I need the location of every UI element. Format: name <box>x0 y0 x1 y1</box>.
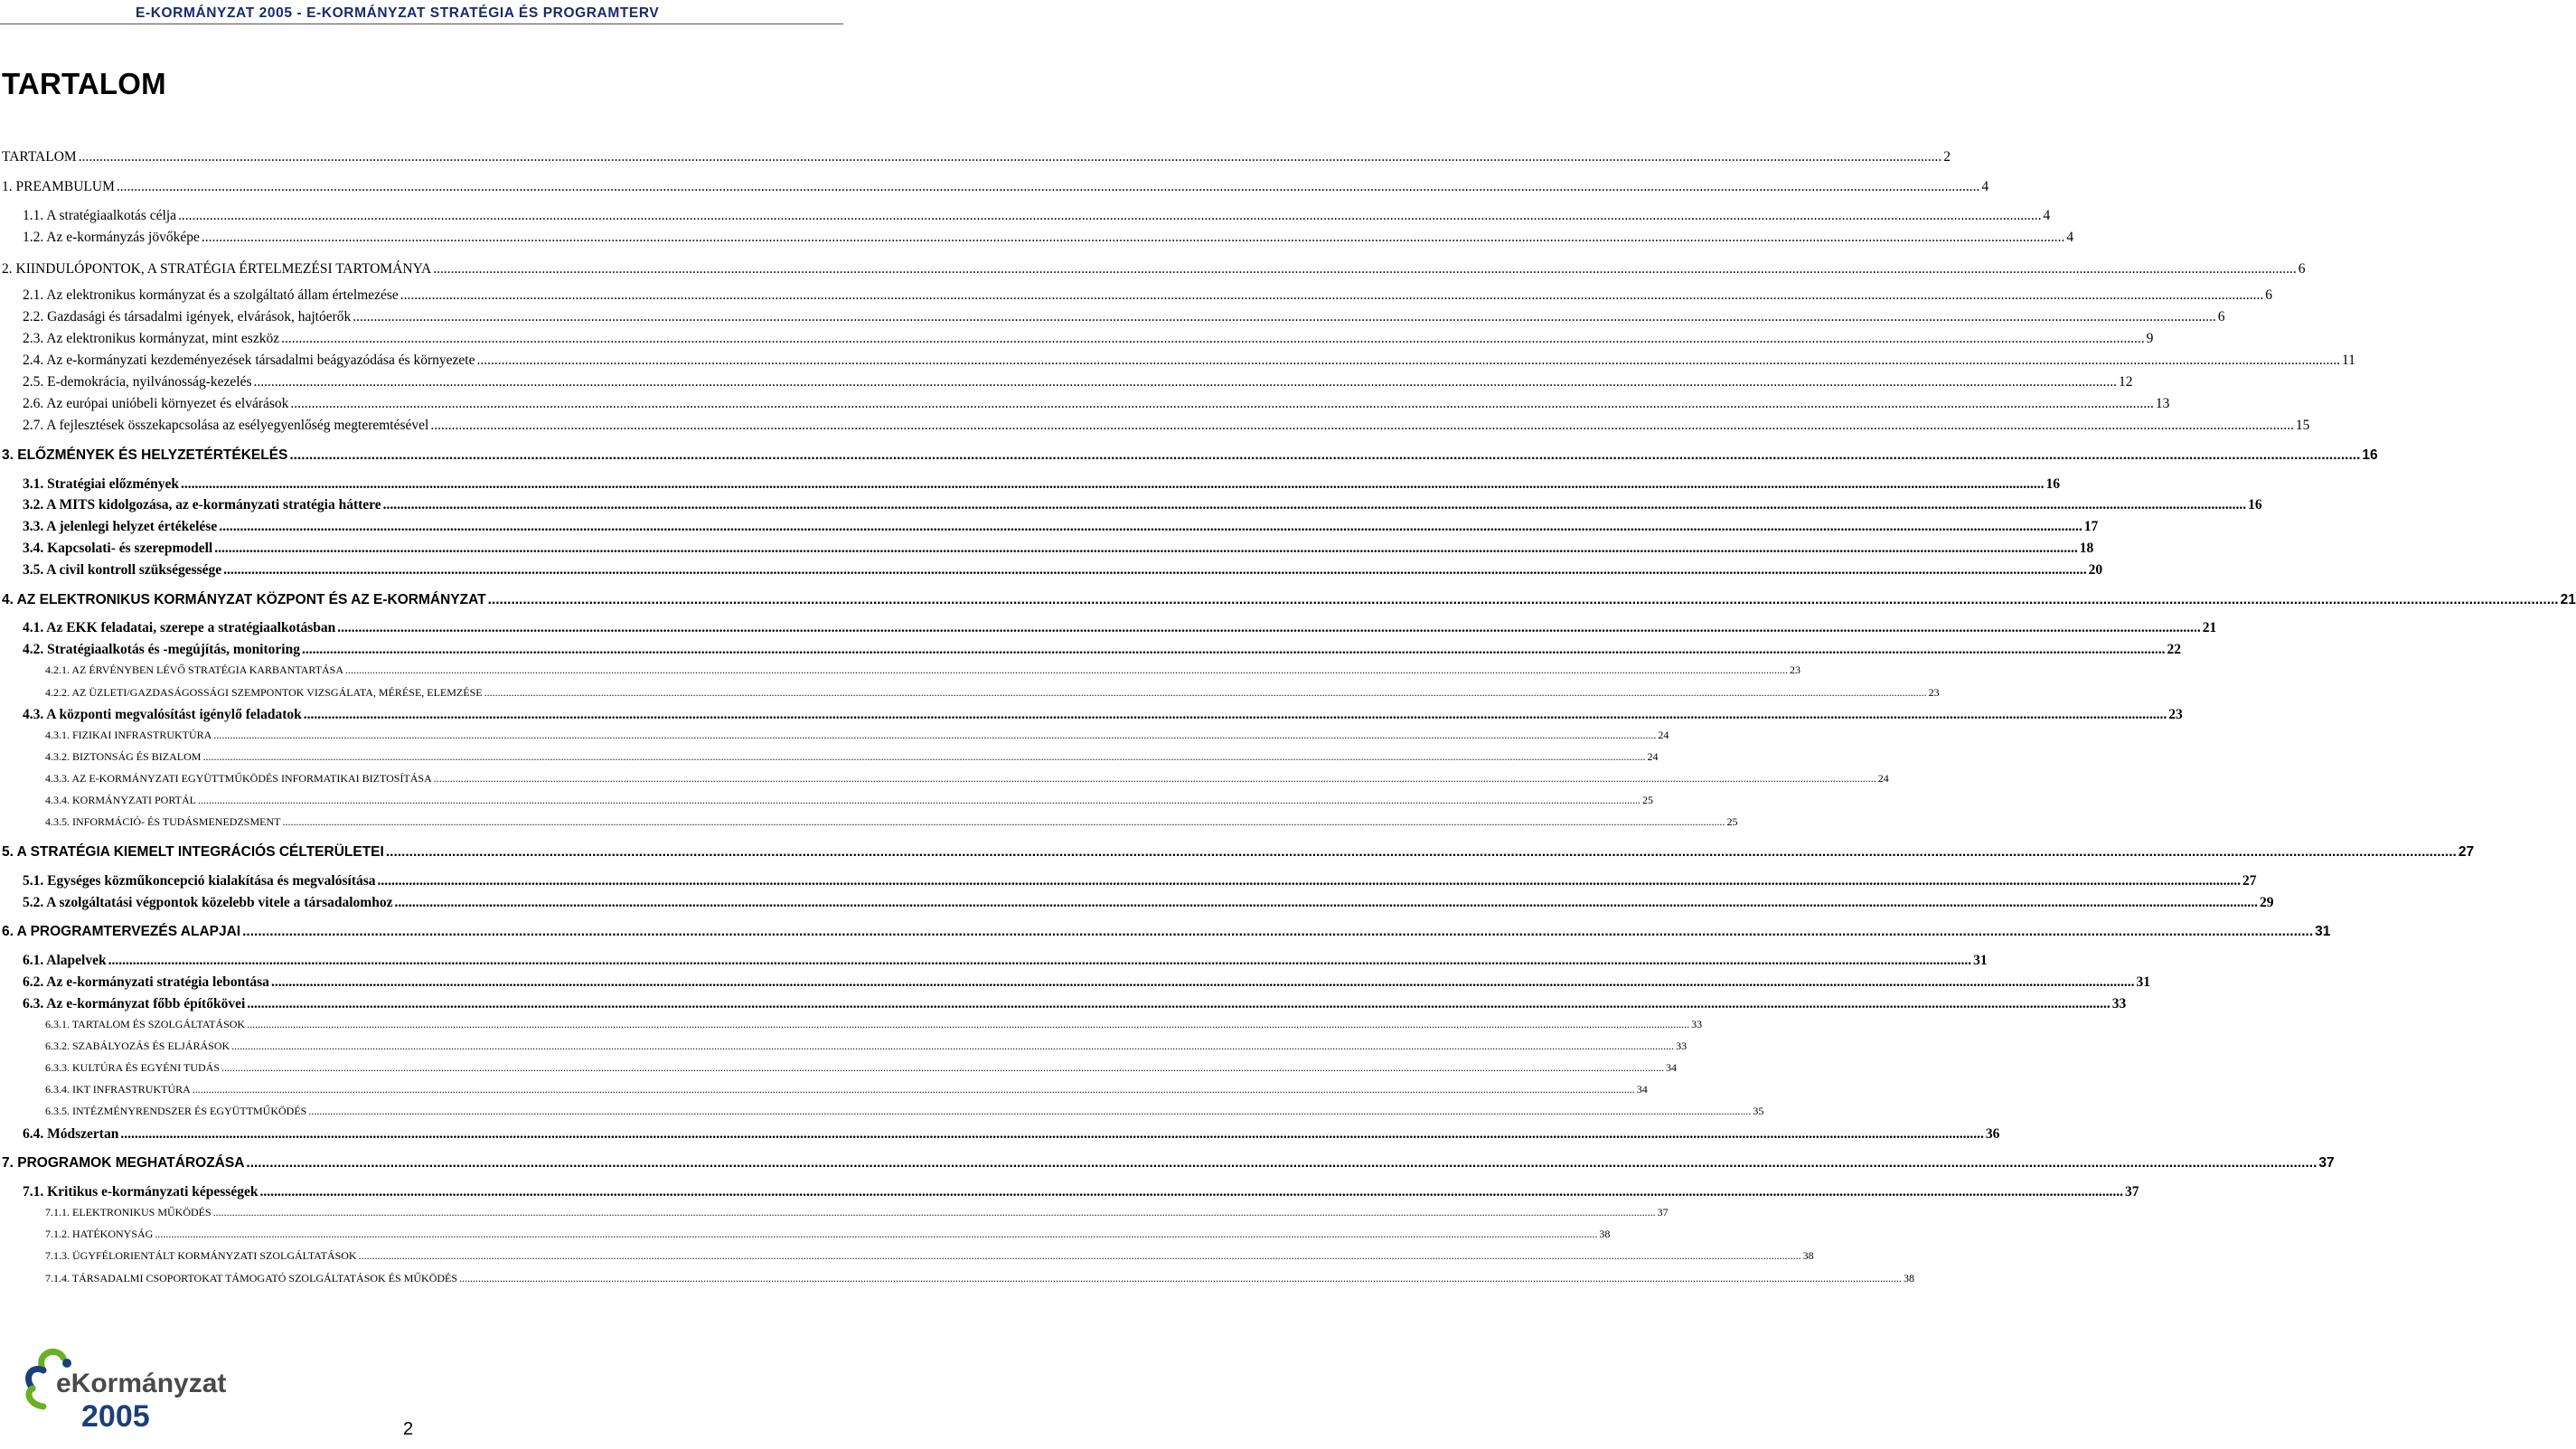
toc-leader-dots <box>213 1206 1656 1219</box>
page-number: 2 <box>403 1419 414 1439</box>
toc-entry-label: 1.1. A stratégiaalkotás célja <box>23 208 177 223</box>
toc-entry-label: 5.1. Egységes közműkoncepció kialakítása és megvalósítása <box>23 873 376 889</box>
toc-entry-page: 33 <box>2111 996 2127 1011</box>
toc-entry[interactable] <box>45 750 1659 765</box>
toc-leader-dots <box>430 418 2294 434</box>
toc-leader-dots <box>337 620 2201 636</box>
toc-entry-label: 7.1.3. ÜGYFÉLORIENTÁLT KORMÁNYZATI SZOLGÁLTATÁSOK <box>45 1249 357 1262</box>
toc-entry[interactable] <box>23 287 2273 306</box>
toc-entry-label: 6.1. Alapelvek <box>23 953 107 968</box>
toc-entry[interactable] <box>45 815 1738 830</box>
toc-entry-page: 35 <box>1753 1105 1764 1117</box>
toc-entry-page: 4 <box>1981 179 1989 194</box>
toc-leader-dots <box>290 396 2154 412</box>
toc-entry[interactable] <box>23 1126 2000 1144</box>
toc-entry[interactable] <box>45 1105 1764 1119</box>
toc-leader-dots <box>378 873 2242 889</box>
toc-leader-dots <box>213 729 1656 742</box>
toc-entry[interactable] <box>23 353 2355 371</box>
toc-entry-label: 6.3.4. IKT INFRASTRUKTÚRA <box>45 1083 191 1096</box>
toc-entry-page: 6 <box>2265 287 2273 303</box>
toc-entry-label: 2.4. Az e-kormányzati kezdeményezések társadalmi beágyazódása és környezete <box>23 353 475 368</box>
toc-entry-page: 33 <box>1691 1018 1703 1030</box>
toc-entry-page: 24 <box>1877 772 1889 785</box>
toc-entry-page: 27 <box>2458 844 2475 860</box>
toc-entry-page: 4 <box>2066 230 2074 245</box>
toc-entry[interactable] <box>45 1018 1703 1032</box>
toc-entry[interactable] <box>2 179 1989 197</box>
toc-entry[interactable] <box>23 953 1988 971</box>
toc-leader-dots <box>79 149 1942 165</box>
toc-leader-dots <box>433 261 2297 278</box>
toc-entry-label: 6.4. Módszertan <box>23 1126 119 1142</box>
toc-entry[interactable] <box>45 1083 1648 1097</box>
toc-leader-dots <box>231 1040 1674 1053</box>
toc-leader-dots <box>254 374 2118 390</box>
toc-entry-page: 22 <box>2167 642 2181 657</box>
toc-entry-label: 6.3. Az e-kormányzat főbb építőkövei <box>23 996 246 1011</box>
toc-entry-page: 25 <box>1641 794 1653 806</box>
toc-entry-page: 6 <box>2298 261 2306 277</box>
toc-leader-dots <box>155 1228 1597 1241</box>
toc-entry-page: 15 <box>2295 418 2310 433</box>
toc-entry-page: 21 <box>2560 592 2576 607</box>
toc-entry-page: 31 <box>1973 953 1988 968</box>
toc-leader-dots <box>242 924 2313 940</box>
toc-entry-label: 2. KIINDULÓPONTOK, A STRATÉGIA ÉRTELMEZÉSI TARTOMÁNYA <box>2 261 432 277</box>
toc-entry-label: 6.3.3. KULTÚRA ÉS EGYÉNI TUDÁS <box>45 1061 221 1074</box>
toc-entry-page: 21 <box>2202 620 2217 635</box>
toc-entry-label: 6.2. Az e-kormányzati stratégia lebontása <box>23 974 269 990</box>
toc-entry[interactable] <box>45 729 1669 743</box>
toc-leader-dots <box>221 1061 1664 1075</box>
toc-leader-dots <box>202 230 2065 246</box>
toc-entry[interactable] <box>45 663 1801 678</box>
toc-entry-page: 16 <box>2362 447 2378 463</box>
toc-leader-dots <box>193 1083 1635 1096</box>
toc-entry-label: 4.2.2. AZ ÜZLETI/GAZDASÁGOSSÁGI SZEMPONTOK VIZSGÁLATA, MÉRÉSE, ELEMZÉSE <box>45 686 483 699</box>
toc-leader-dots <box>383 497 2247 513</box>
toc-entry-label: 2.7. A fejlesztések összekapcsolása az esélyegyenlőség megteremtésével <box>23 418 429 433</box>
toc-leader-dots <box>459 1272 1902 1285</box>
toc-entry[interactable] <box>23 230 2074 248</box>
toc-leader-dots <box>488 592 2559 608</box>
toc-entry[interactable] <box>23 497 2262 515</box>
toc-entry-page: 31 <box>2136 974 2150 990</box>
toc-entry[interactable] <box>2 592 2576 610</box>
toc-entry-page: 38 <box>1802 1249 1814 1262</box>
toc-entry-label: 3. ELŐZMÉNYEK ÉS HELYZETÉRTÉKELÉS <box>2 447 288 463</box>
toc-leader-dots <box>484 686 1927 700</box>
toc-entry[interactable] <box>23 396 2170 414</box>
toc-entry[interactable] <box>2 261 2306 279</box>
page-title: TARTALOM <box>2 67 166 100</box>
toc-entry-label: 4.3.4. KORMÁNYZATI PORTÁL <box>45 794 196 806</box>
toc-entry-page: 27 <box>2242 873 2257 889</box>
toc-entry[interactable] <box>45 1061 1678 1076</box>
toc-entry-label: 5.2. A szolgáltatási végpontok közelebb vitele a társadalomhoz <box>23 895 393 910</box>
toc-entry-label: 4.2. Stratégiaalkotás és -megújítás, monitoring <box>23 642 300 657</box>
toc-entry-label: 4.3.3. AZ E-KORMÁNYZATI EGYÜTTMŰKÖDÉS INFORMATIKAI BIZTOSÍTÁSA <box>45 772 432 785</box>
toc-entry[interactable] <box>2 1155 2335 1173</box>
toc-leader-dots <box>434 772 1876 786</box>
toc-entry-label: 2.5. E-demokrácia, nyilvánosság-kezelés <box>23 374 252 390</box>
toc-entry[interactable] <box>23 309 2225 327</box>
toc-entry[interactable] <box>2 924 2331 942</box>
toc-entry[interactable] <box>45 1228 1611 1242</box>
toc-leader-dots <box>345 663 1788 677</box>
toc-entry-label: 2.2. Gazdasági és társadalmi igények, elvárások, hajtóerők <box>23 309 352 325</box>
toc-entry-page: 38 <box>1599 1228 1611 1240</box>
toc-entry-page: 9 <box>2146 331 2154 346</box>
toc-entry-page: 23 <box>1790 663 1801 676</box>
toc-entry-label: 2.3. Az elektronikus kormányzat, mint eszköz <box>23 331 280 346</box>
toc-entry[interactable] <box>23 873 2257 891</box>
toc-leader-dots <box>289 447 2360 464</box>
toc-entry-page: 33 <box>1676 1040 1688 1052</box>
toc-entry-label: 4.1. Az EKK feladatai, szerepe a stratégiaalkotásban <box>23 620 336 635</box>
toc-entry-page: 23 <box>2168 707 2183 722</box>
toc-entry-page: 17 <box>2083 519 2099 534</box>
toc-leader-dots <box>353 309 2216 325</box>
toc-entry-label: 4. AZ ELEKTRONIKUS KORMÁNYZAT KÖZPONT ÉS AZ E-KORMÁNYZAT <box>2 592 486 607</box>
toc-entry-label: 3.4. Kapcsolati- és szerepmodell <box>23 541 213 556</box>
toc-entry-label: 5. A STRATÉGIA KIEMELT INTEGRÁCIÓS CÉLTERÜLETEI <box>2 844 384 860</box>
toc-leader-dots <box>198 794 1641 807</box>
toc-entry-label: 2.6. Az európai unióbeli környezet és elvárások <box>23 396 289 411</box>
toc-entry-page: 13 <box>2155 396 2170 411</box>
logo-wordmark: eKormányzat <box>56 1369 227 1398</box>
toc-entry[interactable] <box>23 642 2181 660</box>
toc-leader-dots <box>181 476 2045 493</box>
toc-entry-label: 3.5. A civil kontroll szükségessége <box>23 562 222 578</box>
toc-entry-label: 7.1.2. HATÉKONYSÁG <box>45 1228 154 1240</box>
toc-leader-dots <box>281 331 2145 347</box>
toc-entry-page: 31 <box>2315 924 2331 939</box>
toc-entry[interactable] <box>23 562 2103 580</box>
toc-entry[interactable] <box>2 149 1951 167</box>
toc-leader-dots <box>282 815 1725 829</box>
toc-entry[interactable] <box>23 1184 2139 1202</box>
toc-entry[interactable] <box>2 844 2475 862</box>
toc-entry-page: 29 <box>2259 895 2274 910</box>
toc-entry[interactable] <box>23 541 2094 559</box>
toc-leader-dots <box>386 844 2457 861</box>
toc-entry-label: 7.1.4. TÁRSADALMI CSOPORTOKAT TÁMOGATÓ SZOLGÁLTATÁSOK ÉS MŰKÖDÉS <box>45 1272 458 1284</box>
toc-entry[interactable] <box>23 707 2183 725</box>
toc-entry-page: 37 <box>2124 1184 2139 1200</box>
toc-entry-page: 11 <box>2342 353 2355 368</box>
toc-leader-dots <box>178 208 2042 224</box>
toc-entry-page: 16 <box>2248 497 2262 513</box>
toc-entry-label: 6.3.1. TARTALOM ÉS SZOLGÁLTATÁSOK <box>45 1018 246 1030</box>
toc-entry-label: 7. PROGRAMOK MEGHATÁROZÁSA <box>2 1155 245 1171</box>
toc-entry[interactable] <box>45 1206 1669 1220</box>
toc-entry-page: 4 <box>2043 208 2051 223</box>
toc-entry[interactable] <box>2 447 2378 466</box>
toc-entry-label: 2.1. Az elektronikus kormányzat és a szolgáltató állam értelmezése <box>23 287 399 303</box>
toc-leader-dots <box>223 562 2087 579</box>
toc-leader-dots <box>259 1184 2123 1200</box>
toc-entry-label: 6.3.2. SZABÁLYOZÁS ÉS ELJÁRÁSOK <box>45 1040 230 1052</box>
toc-entry-label: 4.3.5. INFORMÁCIÓ- ÉS TUDÁSMENEDZSMENT <box>45 815 281 828</box>
toc-leader-dots <box>247 1018 1689 1031</box>
toc-entry-page: 18 <box>2079 541 2094 556</box>
toc-entry-label: 3.1. Stratégiai előzmények <box>23 476 180 492</box>
toc-entry-page: 37 <box>1657 1206 1669 1218</box>
toc-entry-page: 25 <box>1726 815 1738 828</box>
toc-entry-page: 16 <box>2045 476 2061 492</box>
toc-leader-dots <box>214 541 2078 557</box>
toc-entry-page: 37 <box>2318 1155 2335 1171</box>
toc-entry-page: 2 <box>1943 149 1951 165</box>
toc-entry-label: 6. A PROGRAMTERVEZÉS ALAPJAI <box>2 924 241 939</box>
toc-entry-page: 20 <box>2088 562 2103 578</box>
toc-leader-dots <box>394 895 2258 911</box>
toc-leader-dots <box>117 179 1980 195</box>
toc-entry-label: 1.2. Az e-kormányzás jövőképe <box>23 230 200 245</box>
toc-entry-label: 7.1.1. ELEKTRONIKUS MŰKÖDÉS <box>45 1206 212 1218</box>
toc-entry-label: 4.2.1. AZ ÉRVÉNYBEN LÉVŐ STRATÉGIA KARBANTARTÁSA <box>45 663 344 676</box>
toc-leader-dots <box>359 1249 1801 1263</box>
toc-leader-dots <box>202 750 1645 764</box>
toc-entry[interactable] <box>45 1040 1688 1054</box>
toc-entry[interactable] <box>23 519 2099 537</box>
toc-entry[interactable] <box>45 1272 1915 1286</box>
toc-entry-label: 4.3.2. BIZTONSÁG ÉS BIZALOM <box>45 750 202 763</box>
toc-entry[interactable] <box>45 772 1889 786</box>
toc-entry-page: 34 <box>1636 1083 1648 1096</box>
toc-entry-page: 34 <box>1666 1061 1678 1074</box>
toc-entry-label: 6.3.5. INTÉZMÉNYRENDSZER ÉS EGYÜTTMŰKÖDÉS <box>45 1105 307 1117</box>
toc-leader-dots <box>219 519 2082 535</box>
toc-entry-page: 23 <box>1928 686 1940 699</box>
toc-entry[interactable] <box>23 418 2310 436</box>
toc-entry[interactable] <box>23 620 2217 638</box>
toc-entry[interactable] <box>45 686 1940 701</box>
toc-leader-dots <box>247 996 2111 1012</box>
toc-entry[interactable] <box>23 374 2133 392</box>
toc-leader-dots <box>246 1155 2317 1171</box>
toc-entry-label: 3.2. A MITS kidolgozása, az e-kormányzati stratégia háttere <box>23 497 381 513</box>
ekormanyzat-logo <box>16 1336 227 1435</box>
toc-leader-dots <box>308 1105 1751 1118</box>
toc-entry-page: 12 <box>2119 374 2133 390</box>
toc-entry-page: 38 <box>1904 1272 1915 1284</box>
toc-leader-dots <box>477 353 2341 369</box>
toc-entry[interactable] <box>23 895 2274 913</box>
toc-entry-label: TARTALOM <box>2 149 77 165</box>
toc-entry-label: 4.3. A központi megvalósítást igénylő feladatok <box>23 707 302 722</box>
toc-entry[interactable] <box>23 996 2127 1014</box>
toc-entry-label: 7.1. Kritikus e-kormányzati képességek <box>23 1184 259 1200</box>
toc-entry[interactable] <box>45 1249 1814 1264</box>
toc-leader-dots <box>302 642 2166 658</box>
toc-leader-dots <box>108 953 1972 969</box>
toc-entry-page: 36 <box>1985 1126 2000 1142</box>
toc-entry-label: 1. PREAMBULUM <box>2 179 115 194</box>
toc-entry-page: 24 <box>1658 729 1669 741</box>
toc-entry[interactable] <box>23 331 2154 349</box>
toc-entry-label: 4.3.1. FIZIKAI INFRASTRUKTÚRA <box>45 729 212 741</box>
toc-entry[interactable] <box>23 974 2150 993</box>
toc-entry-label: 3.3. A jelenlegi helyzet értékelése <box>23 519 218 534</box>
toc-entry-page: 6 <box>2217 309 2225 325</box>
toc-entry-page: 24 <box>1647 750 1659 763</box>
toc-leader-dots <box>120 1126 1984 1143</box>
toc-leader-dots <box>271 974 2135 991</box>
toc-entry[interactable] <box>23 476 2061 494</box>
running-header: E-KORMÁNYZAT 2005 - E-KORMÁNYZAT STRATÉGIA ÉS PROGRAMTERV <box>136 5 660 21</box>
toc-entry[interactable] <box>23 208 2051 226</box>
toc-leader-dots <box>304 707 2167 723</box>
toc-leader-dots <box>400 287 2264 304</box>
logo-year: 2005 <box>81 1399 150 1434</box>
toc-entry[interactable] <box>45 794 1653 808</box>
